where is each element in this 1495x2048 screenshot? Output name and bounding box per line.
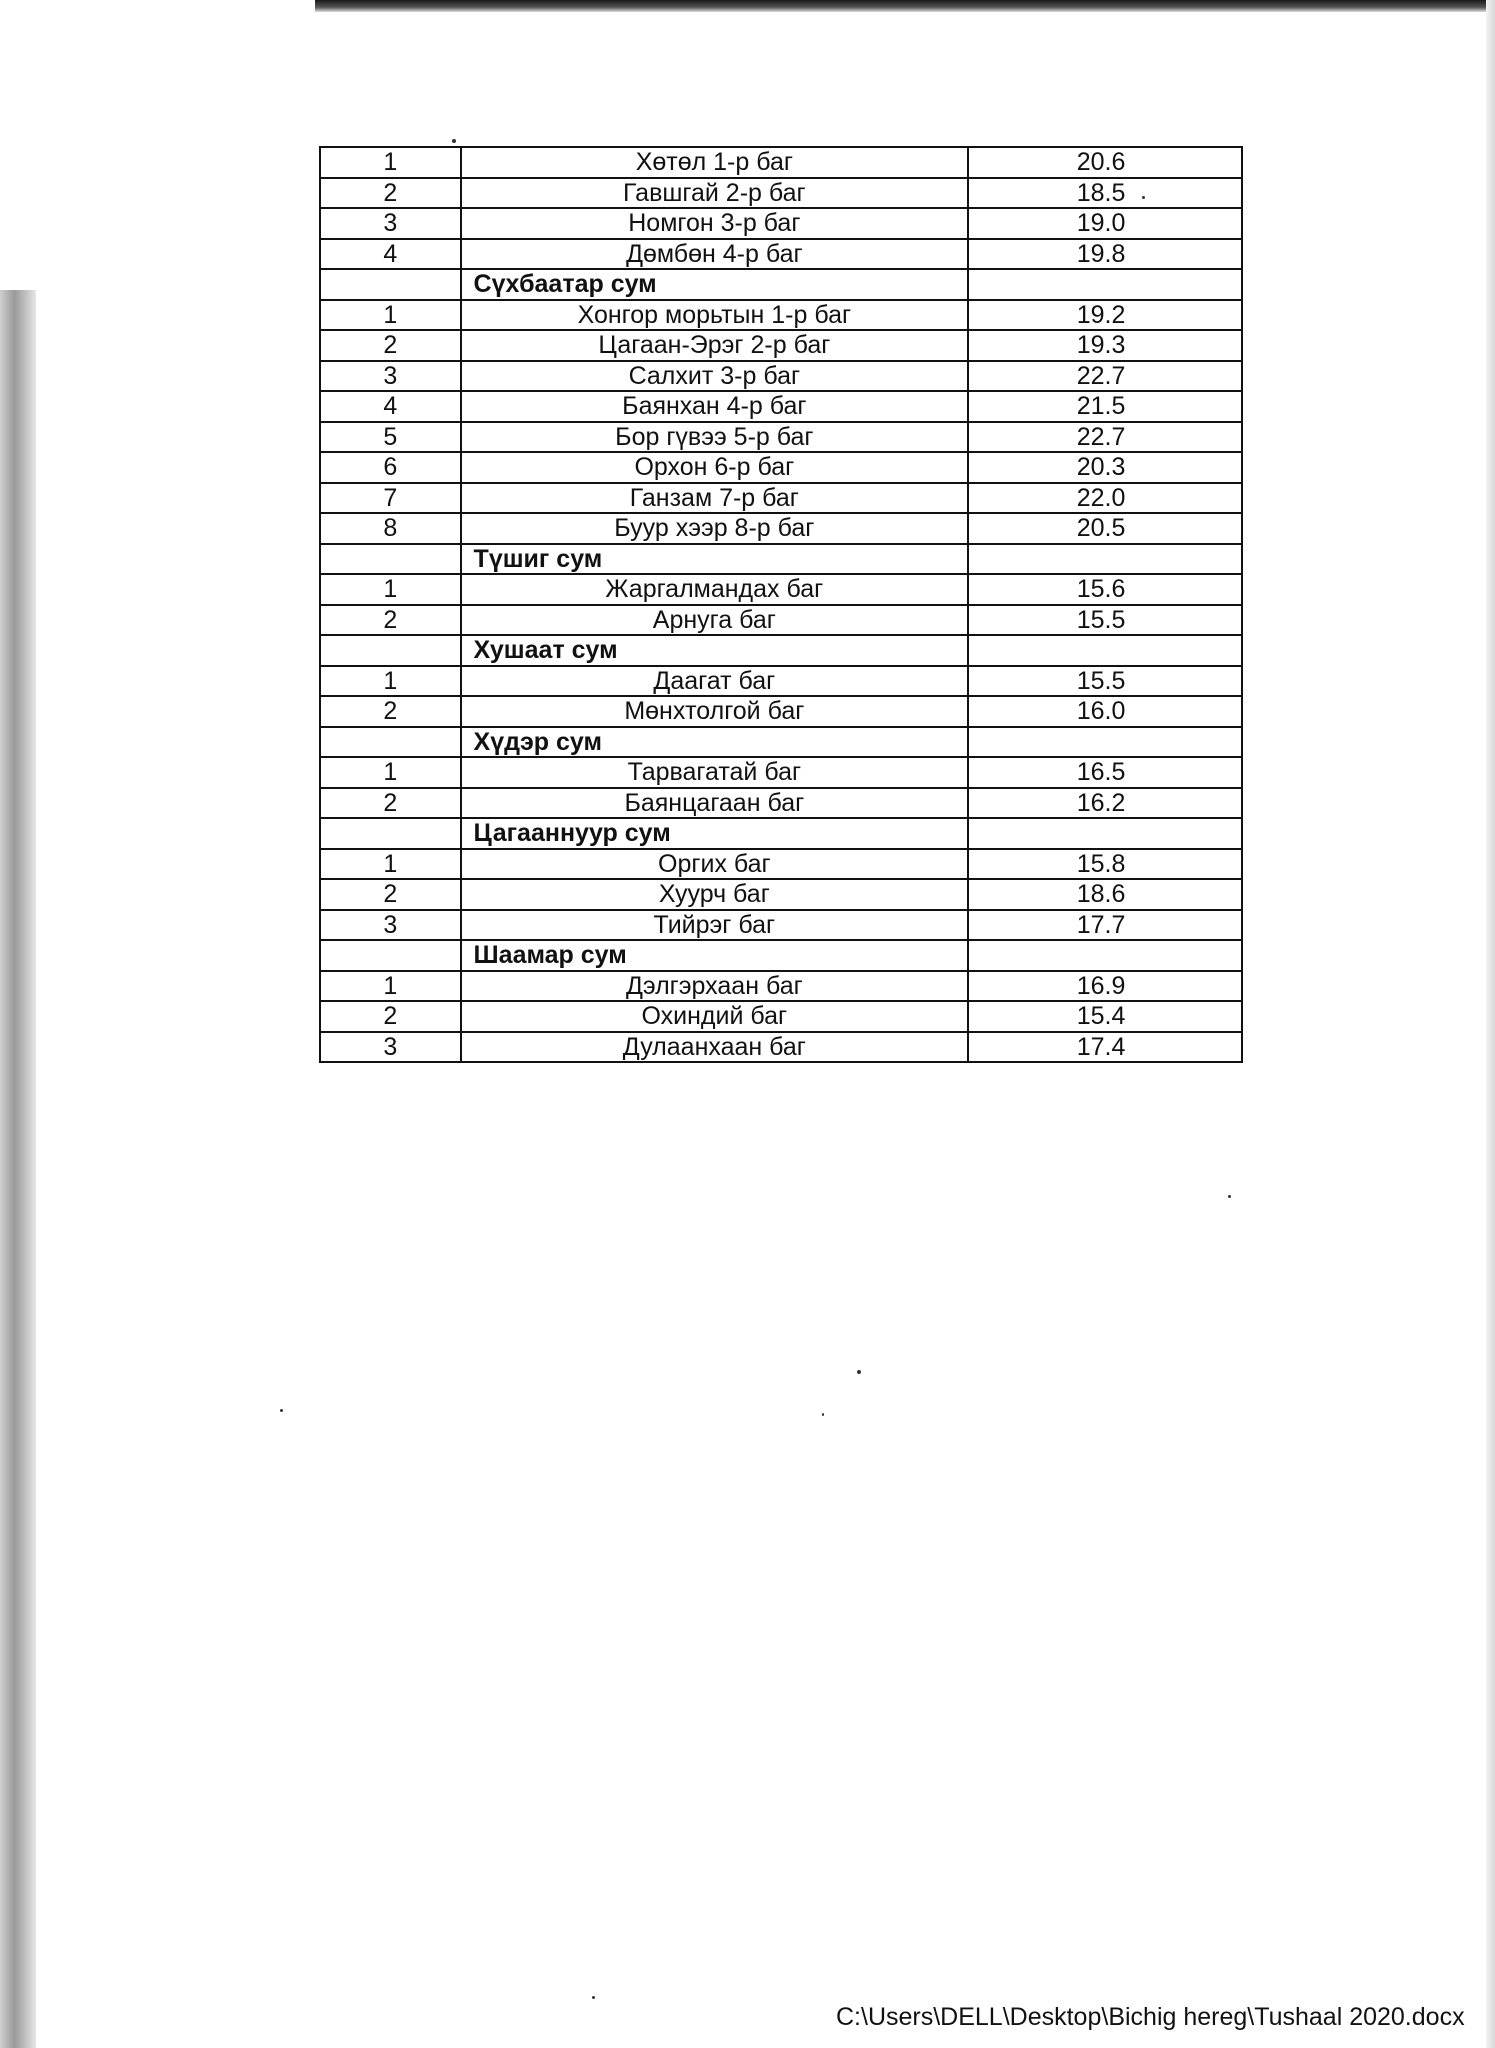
value-cell <box>968 727 1242 758</box>
table-row <box>320 666 1242 697</box>
value-cell <box>968 269 1242 300</box>
value-cell <box>968 788 1242 819</box>
sum-name-cell: Шаамар сум <box>461 940 969 971</box>
bag-name-cell: Гавшгай 2-р баг <box>461 178 969 209</box>
bag-name-cell: Салхит 3-р баг <box>461 361 969 392</box>
row-number-cell: 7 <box>320 483 461 514</box>
section-header-row <box>320 544 1242 575</box>
value-text: 16.2 <box>1076 788 1126 817</box>
value-cell <box>968 1032 1242 1063</box>
table-row <box>320 605 1242 636</box>
row-number-cell: 4 <box>320 239 461 270</box>
value-text: 15.4 <box>1076 1002 1126 1031</box>
sum-name-cell: Түшиг сум <box>461 544 969 575</box>
row-number-cell: 3 <box>320 208 461 239</box>
row-number-cell: 3 <box>320 1032 461 1063</box>
table-row <box>320 1001 1242 1032</box>
value-text: 19.8 <box>1076 239 1126 268</box>
scan-speck <box>1228 1195 1231 1198</box>
table-row <box>320 513 1242 544</box>
value-text: 19.0 <box>1076 209 1126 238</box>
value-cell <box>968 818 1242 849</box>
bag-data-table <box>319 146 1243 1063</box>
value-cell <box>968 208 1242 239</box>
row-number-cell: 1 <box>320 666 461 697</box>
table-row <box>320 757 1242 788</box>
value-text: 21.5 <box>1076 392 1126 421</box>
value-cell <box>968 422 1242 453</box>
bag-name-cell: Арнуга баг <box>461 605 969 636</box>
value-cell <box>968 757 1242 788</box>
value-text: 15.8 <box>1076 849 1126 878</box>
row-number-cell <box>320 635 461 666</box>
bag-name-cell: Орхон 6-р баг <box>461 452 969 483</box>
bag-name-cell: Мөнхтолгой баг <box>461 696 969 727</box>
bag-name-cell: Баянхан 4-р баг <box>461 391 969 422</box>
table-row <box>320 300 1242 331</box>
value-text: 17.7 <box>1076 910 1126 939</box>
row-number-cell: 2 <box>320 605 461 636</box>
section-header-row <box>320 818 1242 849</box>
row-number-cell: 2 <box>320 788 461 819</box>
value-text: 15.5 <box>1076 605 1126 634</box>
value-text: 19.3 <box>1076 331 1126 360</box>
value-text: 18.5 <box>1076 178 1126 207</box>
scan-speck <box>1142 196 1145 199</box>
value-cell <box>968 605 1242 636</box>
scan-left-shadow <box>0 290 36 2048</box>
bag-name-cell: Тарвагатай баг <box>461 757 969 788</box>
value-text: 16.5 <box>1076 758 1126 787</box>
bag-name-cell: Даагат баг <box>461 666 969 697</box>
value-cell <box>968 666 1242 697</box>
value-text: 19.2 <box>1076 300 1126 329</box>
value-cell <box>968 330 1242 361</box>
table-row <box>320 239 1242 270</box>
row-number-cell: 1 <box>320 849 461 880</box>
section-header-row <box>320 940 1242 971</box>
value-cell <box>968 361 1242 392</box>
table-body <box>320 147 1242 1062</box>
row-number-cell: 1 <box>320 971 461 1002</box>
bag-name-cell: Дөмбөн 4-р баг <box>461 239 969 270</box>
value-cell <box>968 1001 1242 1032</box>
row-number-cell <box>320 269 461 300</box>
bag-name-cell: Цагаан-Эрэг 2-р баг <box>461 330 969 361</box>
value-text: 18.6 <box>1076 880 1126 909</box>
value-text: 17.4 <box>1076 1032 1126 1061</box>
table-row <box>320 910 1242 941</box>
value-cell <box>968 513 1242 544</box>
row-number-cell <box>320 940 461 971</box>
bag-name-cell: Дэлгэрхаан баг <box>461 971 969 1002</box>
table-row <box>320 483 1242 514</box>
sum-name-cell: Сүхбаатар сум <box>461 269 969 300</box>
bag-name-cell: Хөтөл 1-р баг <box>461 147 969 178</box>
value-cell <box>968 879 1242 910</box>
bag-name-cell: Бор гүвээ 5-р баг <box>461 422 969 453</box>
table-row <box>320 1032 1242 1063</box>
scan-speck <box>592 1996 595 1999</box>
bag-name-cell: Жаргалмандах баг <box>461 574 969 605</box>
value-text: 22.7 <box>1076 422 1126 451</box>
table-row <box>320 452 1242 483</box>
value-cell <box>968 239 1242 270</box>
bag-name-cell: Буур хээр 8-р баг <box>461 513 969 544</box>
value-cell <box>968 635 1242 666</box>
row-number-cell: 2 <box>320 1001 461 1032</box>
table-row <box>320 208 1242 239</box>
table-row <box>320 696 1242 727</box>
bag-name-cell: Баянцагаан баг <box>461 788 969 819</box>
value-text: 16.9 <box>1076 971 1126 1000</box>
value-text: 15.5 <box>1076 666 1126 695</box>
value-cell <box>968 910 1242 941</box>
value-text: 15.6 <box>1076 575 1126 604</box>
bag-name-cell: Тийрэг баг <box>461 910 969 941</box>
row-number-cell: 2 <box>320 178 461 209</box>
table-row <box>320 788 1242 819</box>
section-header-row <box>320 727 1242 758</box>
table-row <box>320 879 1242 910</box>
value-text: 22.7 <box>1076 361 1126 390</box>
value-text: 16.0 <box>1076 697 1126 726</box>
value-text: 20.3 <box>1076 453 1126 482</box>
scan-speck <box>280 1409 283 1412</box>
bag-name-cell: Хуурч баг <box>461 879 969 910</box>
sum-name-cell: Цагааннуур сум <box>461 818 969 849</box>
value-cell <box>968 483 1242 514</box>
scan-speck <box>822 1413 824 1416</box>
bag-name-cell: Охиндий баг <box>461 1001 969 1032</box>
row-number-cell: 6 <box>320 452 461 483</box>
bag-name-cell: Номгон 3-р баг <box>461 208 969 239</box>
scan-right-edge <box>1486 0 1495 2048</box>
table-row <box>320 330 1242 361</box>
row-number-cell: 2 <box>320 696 461 727</box>
bag-name-cell: Хонгор морьтын 1-р баг <box>461 300 969 331</box>
row-number-cell <box>320 727 461 758</box>
value-cell <box>968 452 1242 483</box>
table-row <box>320 971 1242 1002</box>
table-row <box>320 849 1242 880</box>
sum-name-cell: Хушаат сум <box>461 635 969 666</box>
row-number-cell <box>320 818 461 849</box>
value-cell <box>968 940 1242 971</box>
row-number-cell: 5 <box>320 422 461 453</box>
value-cell <box>968 849 1242 880</box>
section-header-row <box>320 269 1242 300</box>
value-cell <box>968 300 1242 331</box>
row-number-cell: 1 <box>320 147 461 178</box>
file-path-footer: C:\Users\DELL\Desktop\Bichig hereg\Tushaal 2020.docx <box>836 2003 1465 2031</box>
value-cell <box>968 544 1242 575</box>
value-text: 20.5 <box>1076 514 1126 543</box>
row-number-cell: 2 <box>320 879 461 910</box>
bag-name-cell: Ганзам 7-р баг <box>461 483 969 514</box>
value-cell <box>968 971 1242 1002</box>
bag-name-cell: Дулаанхаан баг <box>461 1032 969 1063</box>
value-text: 22.0 <box>1076 483 1126 512</box>
sum-name-cell: Хүдэр сум <box>461 727 969 758</box>
value-cell <box>968 147 1242 178</box>
table-row <box>320 391 1242 422</box>
scan-top-edge <box>315 0 1495 12</box>
table-row <box>320 147 1242 178</box>
row-number-cell: 3 <box>320 910 461 941</box>
bag-name-cell: Оргих баг <box>461 849 969 880</box>
row-number-cell <box>320 544 461 575</box>
row-number-cell: 4 <box>320 391 461 422</box>
value-cell <box>968 178 1242 209</box>
row-number-cell: 1 <box>320 300 461 331</box>
table-row <box>320 361 1242 392</box>
table-row <box>320 178 1242 209</box>
table-row <box>320 574 1242 605</box>
value-cell <box>968 574 1242 605</box>
scan-speck <box>857 1370 861 1374</box>
scan-speck <box>452 139 456 143</box>
table-row <box>320 422 1242 453</box>
value-text: 20.6 <box>1076 148 1126 177</box>
row-number-cell: 2 <box>320 330 461 361</box>
value-cell <box>968 696 1242 727</box>
row-number-cell: 3 <box>320 361 461 392</box>
row-number-cell: 1 <box>320 574 461 605</box>
row-number-cell: 1 <box>320 757 461 788</box>
value-cell <box>968 391 1242 422</box>
section-header-row <box>320 635 1242 666</box>
row-number-cell: 8 <box>320 513 461 544</box>
